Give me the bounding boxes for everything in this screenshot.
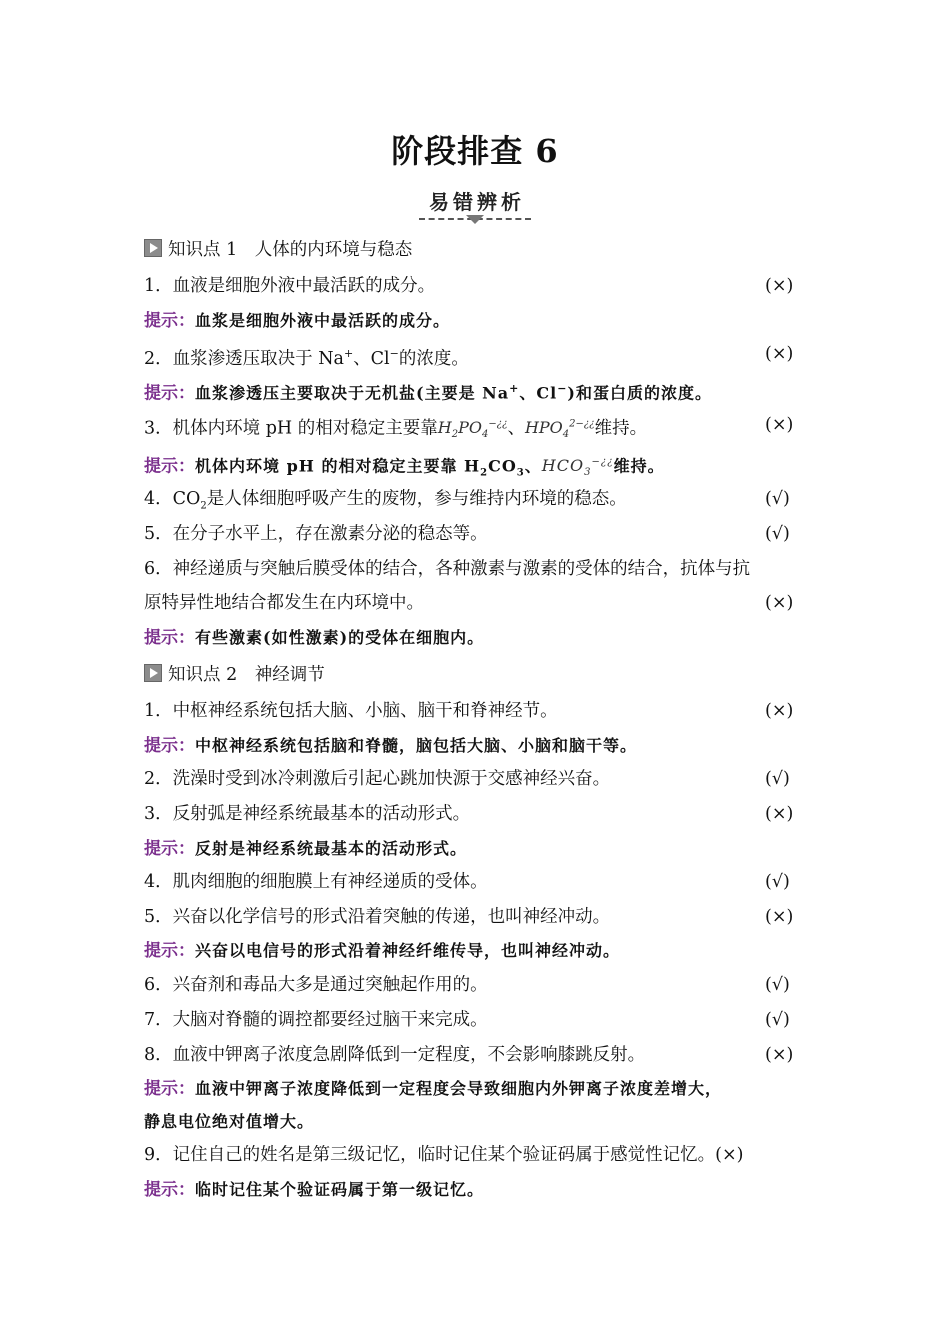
hint-label: 提示： [144,1180,195,1200]
item-2-7: 7．大脑对脊髓的调控都要经过脑干来完成。 [144,1010,488,1030]
hint-1-6 [144,626,804,650]
item-1-2: 2．血浆渗透压取决于 Na+、Cl−的浓度。 [144,347,469,369]
formula-hpo4: $HPO_4^{2-¿¿}$ [524,418,595,441]
hint-text: 兴奋以电信号的形式沿着神经纤维传导，也叫神经冲动。 [195,941,621,960]
hint-label: 提示： [144,628,195,648]
answer-mark: (×) [765,344,794,364]
answer-mark: (×) [765,804,794,824]
section-heading-label: 知识点 2 神经调节 [168,665,325,685]
item-text: 的浓度。 [398,348,469,369]
hint-text: 、Cl [519,383,558,403]
hint-text: 机体内环境 pH 的相对稳定主要靠 H [195,456,481,476]
item-1-1: 1．血液是细胞外液中最活跃的成分。 [144,276,436,296]
answer-mark: (×) [765,907,794,927]
item-text: 4．CO [144,489,201,509]
hint-label: 提示： [144,1079,195,1099]
item-1-3 [144,413,804,448]
hint-text: )和蛋白质的浓度。 [567,383,712,403]
hint-text: 血浆是细胞外液中最活跃的成分。 [195,311,451,330]
hint-text: 维持。 [613,456,665,476]
play-icon [144,664,162,682]
item-2-4: 4．肌肉细胞的细胞膜上有神经递质的受体。 [144,872,488,892]
item-text: 2．血浆渗透压取决于 Na [144,348,344,369]
answer-mark: (×) [765,276,794,296]
hint-text: 血液中钾离子浓度降低到一定程度会导致细胞内外钾离子浓度差增大， [195,1079,723,1098]
hint-text: 中枢神经系统包括脑和脊髓，脑包括大脑、小脑和脑干等。 [195,736,638,755]
item-2-9: 9．记住自己的姓名是第三级记忆，临时记住某个验证码属于感觉性记忆。(×) [144,1145,744,1165]
item-1-5: 5．在分子水平上，存在激素分泌的稳态等。 [144,524,488,544]
item-2-6: 6．兴奋剂和毒品大多是通过突触起作用的。 [144,975,488,995]
section-subtitle: 易错辨析 [419,186,531,220]
hint-label: 提示： [144,383,195,404]
hint-2-8 [144,1077,804,1101]
section-heading-label: 知识点 1 人体的内环境与稳态 [168,240,413,260]
hint-1-3: 提示：机体内环境 pH 的相对稳定主要靠 $H_2CO_3$、$HCO_3^{-¿¿}$维持。 [144,456,665,479]
answer-mark: (√) [765,1010,790,1030]
item-1-6-cont: 原特异性地结合都发生在内环境中。 [144,593,424,613]
item-text: 、Cl [353,348,390,369]
answer-mark: (×) [765,593,794,613]
hint-label: 提示： [144,839,195,859]
item-text: 是人体细胞呼吸产生的废物，参与维持内环境的稳态。 [206,489,627,509]
item-2-2: 2．洗澡时受到冰冷刺激后引起心跳加快源于交感神经兴奋。 [144,769,611,789]
hint-text: 血浆渗透压主要取决于无机盐(主要是 Na [195,383,510,403]
hint-2-1 [144,734,804,758]
hint-2-5 [144,939,804,963]
item-2-5: 5．兴奋以化学信号的形式沿着突触的传递，也叫神经冲动。 [144,907,611,927]
hint-label: 提示： [144,941,195,961]
answer-mark: (√) [765,975,790,995]
item-1-4: 4．$CO_2$是人体细胞呼吸产生的废物，参与维持内环境的稳态。 [144,489,627,512]
answer-mark: (√) [765,872,790,892]
section-heading-1 [144,238,412,262]
hint-label: 提示： [144,736,195,756]
formula-hco3: $HCO_3^{-¿¿}$ [541,456,614,479]
hint-text: CO [488,456,517,476]
item-1-6: 6．神经递质与突触后膜受体的结合，各种激素与激素的受体的结合，抗体与抗 [144,559,751,579]
item-text: 3．机体内环境 pH 的相对稳定主要靠 [144,418,438,439]
item-text: 维持。 [594,418,648,439]
play-icon [144,239,162,257]
formula-h2po4: $H_2PO_4^{-¿¿}$ [437,418,508,441]
section-heading-2 [144,663,325,687]
answer-mark: (×) [765,701,794,721]
answer-mark: (×) [765,1045,794,1065]
subtitle-marker-icon [466,215,484,224]
item-2-3: 3．反射弧是神经系统最基本的活动形式。 [144,804,471,824]
answer-mark: (√) [765,489,790,509]
hint-text: 有些激素(如性激素)的受体在细胞内。 [195,628,485,647]
item-2-8: 8．血液中钾离子浓度急剧降低到一定程度，不会影响膝跳反射。 [144,1045,646,1065]
hint-1-1 [144,309,804,333]
hint-1-2: 提示：血浆渗透压主要取决于无机盐(主要是 Na+、Cl−)和蛋白质的浓度。 [144,382,712,404]
hint-text: 临时记住某个验证码属于第一级记忆。 [195,1180,485,1199]
hint-2-9 [144,1178,804,1202]
answer-mark: (√) [765,769,790,789]
hint-label: 提示： [144,311,195,331]
hint-text: 、 [524,456,542,476]
item-text: 、 [507,418,525,439]
item-2-1: 1．中枢神经系统包括大脑、小脑、脑干和脊神经节。 [144,701,558,721]
hint-label: 提示： [144,456,195,477]
answer-mark: (×) [765,415,794,435]
hint-2-8-cont: 静息电位绝对值增大。 [144,1112,315,1131]
hint-text: 反射是神经系统最基本的活动形式。 [195,839,468,858]
answer-mark: (√) [765,524,790,544]
page-title: 阶段排查 6 [391,132,559,170]
hint-2-3 [144,837,804,861]
